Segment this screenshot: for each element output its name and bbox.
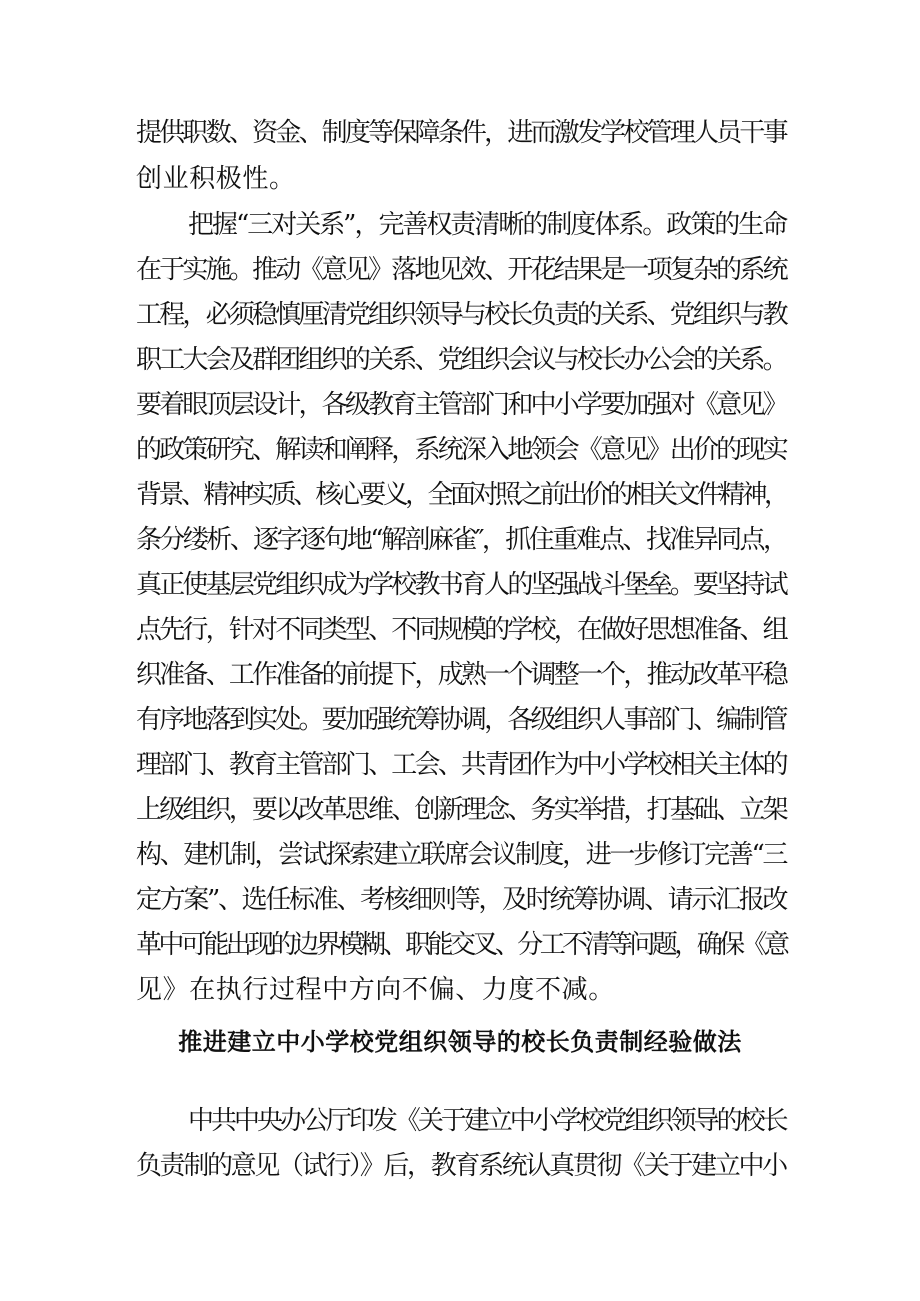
text-line: 背景、精神实质、核心要义，全面对照之前出价的相关文件精神， xyxy=(136,480,787,510)
section-heading: 推进建立中小学校党组织领导的校长负责制经验做法 xyxy=(178,1027,742,1056)
text-line: 理部门、教育主管部门、工会、共青团作为中小学校相关主体的 xyxy=(136,750,786,780)
text-line: 提供职数、资金、制度等保障条件，进而激发学校管理人员干事 xyxy=(136,118,786,148)
text-line: 把握“三对关系”，完善权责清晰的制度体系。政策的生命 xyxy=(188,210,787,240)
text-line: 定方案”、选任标准、考核细则等，及时统筹协调、请示汇报改 xyxy=(136,885,787,915)
text-line: 真正使基层党组织成为学校教书育人的坚强战斗堡垒。要坚持试 xyxy=(136,570,786,600)
text-line: 上级组织，要以改革思维、创新理念、务实举措，打基础、立架 xyxy=(136,795,786,825)
text-line: 织准备、工作准备的前提下，成熟一个调整一个，推动改革平稳 xyxy=(136,660,786,690)
text-line: 条分缕析、逐字逐句地“解剖麻雀″，抓住重难点、找准异同点， xyxy=(136,525,787,555)
text-line: 中共中央办公厅印发《关于建立中小学校党组织领导的校长 xyxy=(188,1106,786,1136)
text-line: 创业积极性。 xyxy=(136,164,296,194)
text-line: 在于实施。推动《意见》落地见效、开花结果是一项复杂的系统 xyxy=(136,255,786,285)
text-line: 见》在执行过程中方向不偏、力度不减。 xyxy=(136,975,615,1005)
text-line: 有序地落到实处。要加强统筹协调，各级组织人事部门、编制管 xyxy=(136,705,786,735)
text-line: 负责制的意见（试行）》后，教育系统认真贯彻《关于建立中小 xyxy=(136,1151,786,1181)
text-line: 的政策研究、解读和阐释，系统深入地领会《意见》出价的现实 xyxy=(136,435,786,465)
text-line: 构、建机制，尝试探索建立联席会议制度，进一步修订完善“三 xyxy=(136,840,787,870)
text-line: 职工大会及群团组织的关系、党组织会议与校长办公会的关系。 xyxy=(136,345,786,375)
text-line: 革中可能出现的边界模糊、职能交叉、分工不清等问题，确保《意 xyxy=(136,930,787,960)
text-line: 工程，必须稳慎厘清党组织领导与校长负责的关系、党组织与教 xyxy=(136,300,786,330)
text-line: 点先行，针对不同类型、不同规模的学校，在做好思想准备、组 xyxy=(136,615,786,645)
text-line: 要着眼顶层设计，各级教育主管部门和中小学要加强对《意见》 xyxy=(136,390,786,420)
